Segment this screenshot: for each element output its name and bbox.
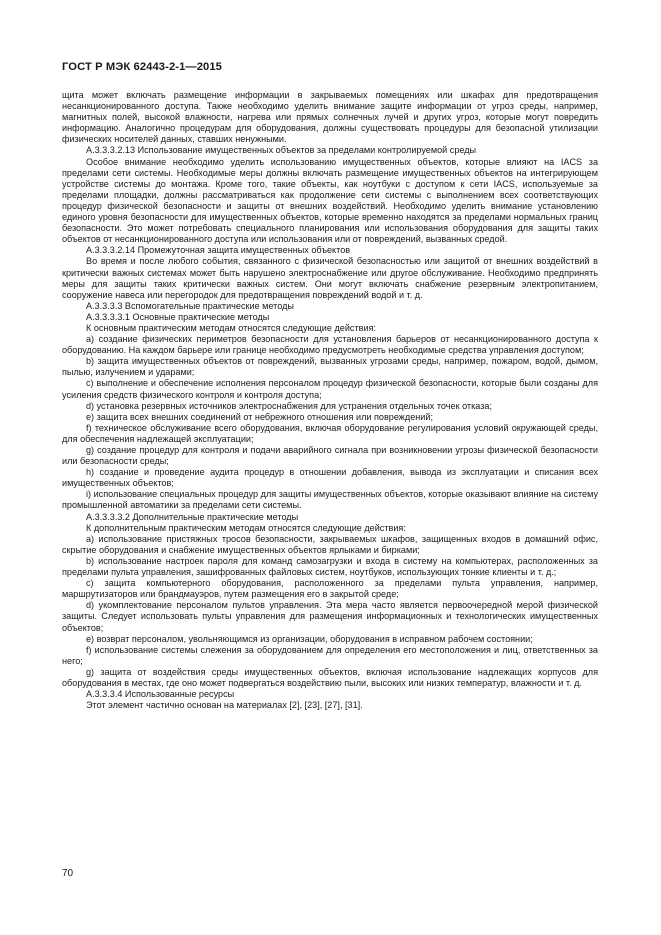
list-item: c) защита компьютерного оборудования, расположенного за пределами пульта управления, например, маршрутизаторов или брандмауэров, путем размещения его в закрытой среде; (62, 578, 598, 600)
list-item: d) укомплектование персоналом пультов управления. Эта мера часто является первоочередной мерой физической защиты. Следует использовать пульты управления для размещения информационных и технологических имущественных объектов; (62, 600, 598, 633)
section-heading: А.3.3.3.2.13 Использование имущественных объектов за пределами контролируемой среды (86, 145, 477, 156)
paragraph-continuation: щита может включать размещение информации в закрываемых помещениях или шкафах для предотвращения несанкционированного доступа. Также необходимо уделить внимание защите информации от угроз среды, например, магнитных полей, высокой влажности, нагрева или прямых солнечных лучей и других угроз, которые могут повредить информацию. Аналогично процедурам для оборудования, должны существовать процедуры для безопасной утилизации физических носителей данных, ставших ненужными. (62, 90, 598, 145)
section-heading: А.3.3.3.2.14 Промежуточная защита имущественных объектов (86, 245, 351, 256)
list-item: a) создание физических периметров безопасности для установления барьеров от несанкционированного доступа к оборудованию. На каждом барьере или границе необходимо предусмотреть необходимые средства управления доступом; (62, 334, 598, 356)
document-body (62, 90, 598, 711)
list-item: h) создание и проведение аудита процедур в отношении добавления, вывода из эксплуатации и списания всех имущественных объектов; (62, 467, 598, 489)
paragraph: Особое внимание необходимо уделить использованию имущественных объектов, которые влияют на IACS за пределами сети системы. Необходимые меры должны включать размещение имущественных объектов на интегрирующем устройстве системы до монтажа. Кроме того, такие объекты, как ноутбуки с доступом к сети IACS, используемые за пределами площадки, должны рассматриваться как продолжение сети системы с выполнением всех соответствующих процедур физической безопасности и защиты от внешних воздействий. Необходимо уделить внимание установлению единого уровня безопасности для имущественных объектов, которые временно находятся за пределами нормальных границ безопасности. Это может потребовать специального планирования или использования оборудования для защиты таких объектов от несанкционированного доступа или использования или от повреждений, вызванных средой. (62, 156, 598, 245)
document-header-title: ГОСТ Р МЭК 62443-2-1—2015 (62, 61, 223, 73)
list-item: c) выполнение и обеспечение исполнения персоналом процедур физической безопасности, которые были созданы для усиления средств физического контроля и контроля доступа; (62, 378, 598, 400)
list-item: e) защита всех внешних соединений от небрежного отношения или повреждений; (86, 411, 433, 422)
list-item: b) защита имущественных объектов от повреждений, вызванных угрозами среды, например, пожаром, водой, дымом, пылью, излучением и ударами; (62, 356, 598, 378)
paragraph: Этот элемент частично основан на материалах [2], [23], [27], [31]. (86, 700, 363, 711)
section-heading: А.3.3.3.3.1 Основные практические методы (86, 311, 270, 322)
paragraph: Во время и после любого события, связанного с физической безопасностью или защитой от внешних воздействий в критически важных системах может быть нарушено электроснабжение или другое обслуживание. Необходимо предпринять меры для защиты таких критически важных систем. Они могут включать снабжение резервным электропитанием, сооружение навеса или перегородок для предотвращения повреждений водой и т. д. (62, 256, 598, 300)
section-heading: А.3.3.3.4 Использованные ресурсы (86, 689, 235, 700)
list-item: d) установка резервных источников электроснабжения для устранения отдельных точек отказа; (86, 400, 492, 411)
list-item: i) использование специальных процедур для защиты имущественных объектов, которые оказывают влияние на систему промышленной автоматики за пределами сети системы. (62, 489, 598, 511)
list-item: f) техническое обслуживание всего оборудования, включая оборудование регулирования условий окружающей среды, для обеспечения надлежащей эксплуатации; (62, 422, 598, 444)
page-number: 70 (62, 868, 74, 879)
section-heading: А.3.3.3.3.2 Дополнительные практические методы (86, 511, 299, 522)
list-item: b) использование настроек пароля для команд самозагрузки и входа в систему на компьютерах, расположенных за пределами пульта управления, зашифрованных файловых систем, ноутбуков, использующих тонкие клиенты и т. д.; (62, 555, 598, 578)
list-item: a) использование пристяжных тросов безопасности, закрываемых шкафов, защищенных входов в домашний офис, скрытие оборудования и снабжение имущественных объектов ярлыками и бирками; (62, 533, 598, 555)
list-item: g) создание процедур для контроля и подачи аварийного сигнала при возникновении угрозы физической безопасности или безопасности среды; (62, 445, 598, 467)
list-item: g) защита от воздействия среды имущественных объектов, включая использование надлежащих корпусов для оборудования в местах, где оно может подвергаться воздействию пыли, высоких или низких температур, влажности и т. д. (62, 666, 598, 688)
list-item: e) возврат персоналом, увольняющимся из организации, оборудования в исправном рабочем состоянии; (86, 633, 533, 644)
paragraph: К основным практическим методам относятся следующие действия: (86, 322, 376, 333)
section-heading: А.3.3.3.3 Вспомогательные практические методы (86, 300, 294, 311)
list-item: f) использование системы слежения за оборудованием для определения его местоположения и лиц, ответственных за него; (62, 644, 598, 666)
paragraph: К дополнительным практическим методам относятся следующие действия: (86, 522, 406, 533)
